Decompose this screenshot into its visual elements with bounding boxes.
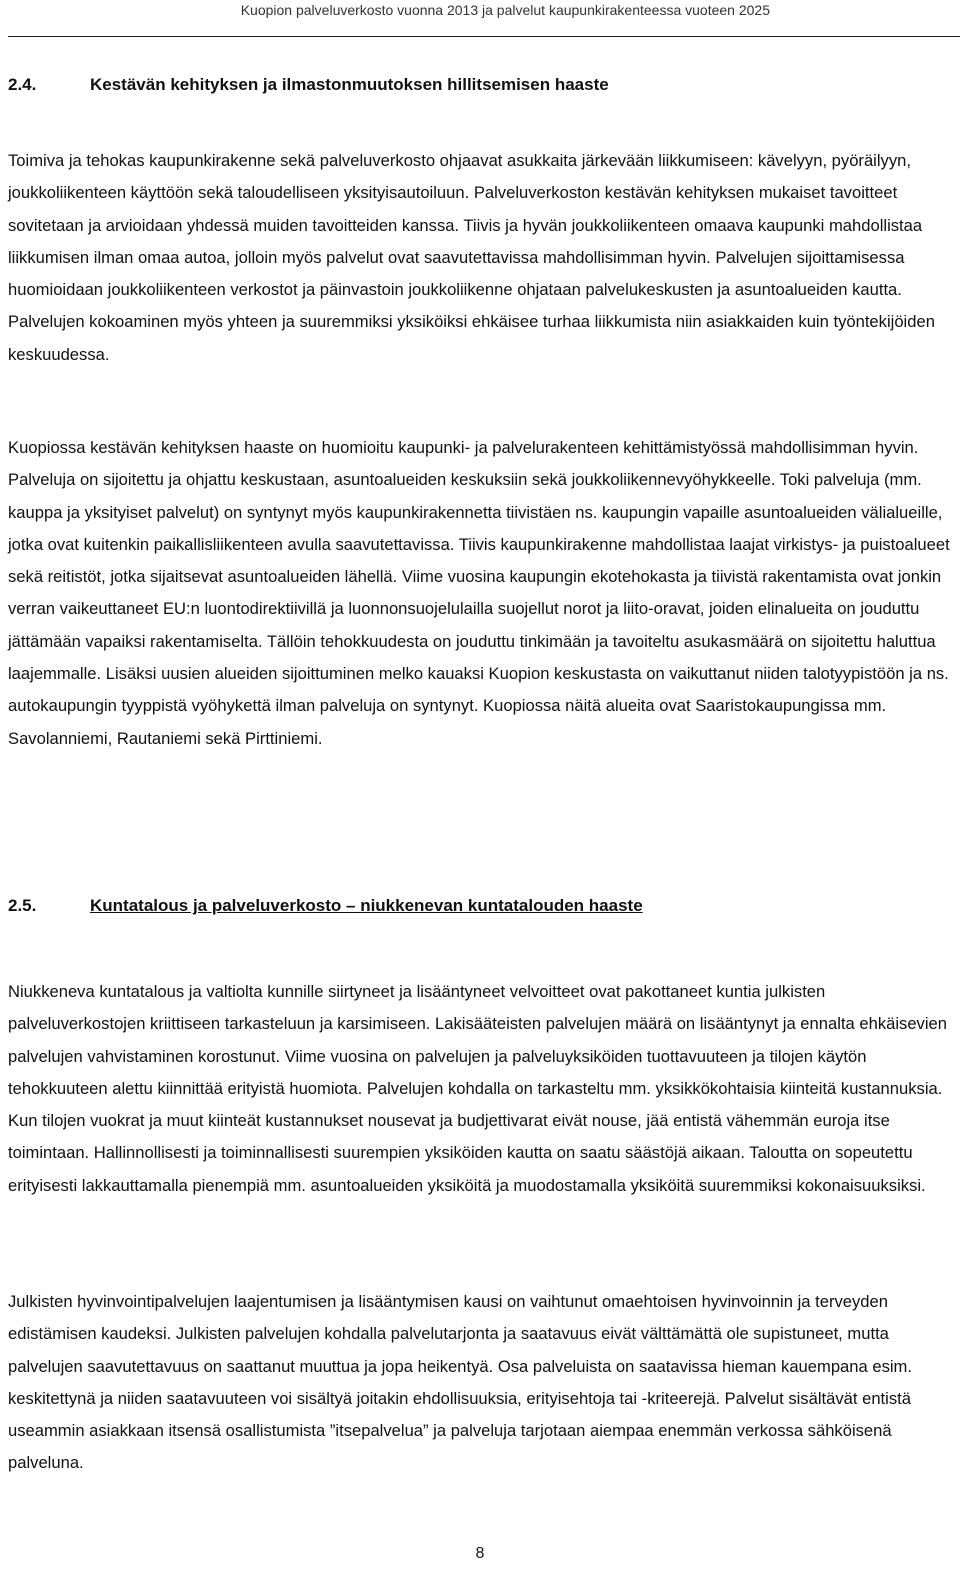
- section-number: 2.4.: [8, 75, 37, 94]
- paragraph: Toimiva ja tehokas kaupunkirakenne sekä palveluverkosto ohjaavat asukkaita järkevään liikkumiseen: kävelyyn, pyöräilyyn, joukkoliikenteen käyttöön sekä taloudelliseen yksityisautoiluun. Palveluverkoston kestävän kehityksen mukaiset tavoitteet sovitetaan ja arvioidaan yhdessä muiden tavoitteiden kanssa. Tiivis ja hyvän joukkoliikenteen omaava kaupunki mahdollistaa liikkumisen ilman omaa autoa, jolloin myös palvelut ovat saavutettavissa mahdollisimman hyvin. Palvelujen sijoittamisessa huomioidaan joukkoliikenteen verkostot ja päinvastoin joukkoliikenne ohjataan palvelukeskusten ja asuntoalueiden kautta. Palvelujen kokoaminen myös yhteen ja suuremmiksi yksiköiksi ehkäisee turhaa liikkumista niin asiakkaiden kuin työntekijöiden keskuudessa.: [8, 151, 935, 364]
- section-title: Kestävän kehityksen ja ilmastonmuutoksen hillitsemisen haaste: [90, 75, 609, 94]
- page-number: 8: [475, 1545, 485, 1562]
- section-heading-2-4: [8, 75, 609, 95]
- section-number: 2.5.: [8, 896, 37, 915]
- section-heading-2-5: [8, 896, 643, 916]
- paragraph: Niukkeneva kuntatalous ja valtiolta kunnille siirtyneet ja lisääntyneet velvoitteet ovat pakottaneet kuntia julkisten palveluverkostojen kriittiseen tarkasteluun ja karsimiseen. Lakisääteisten palvelujen määrä on lisääntynyt ja ennalta ehkäisevien palvelujen vahvistaminen korostunut. Viime vuosina on palvelujen ja palveluyksiköiden tuottavuuteen ja tilojen käytön tehokkuuteen alettu kiinnittää erityistä huomiota. Palvelujen kohdalla on tarkasteltu mm. yksikkökohtaisia kiinteitä kustannuksia. Kun tilojen vuokrat ja muut kiinteät kustannukset nousevat ja budjettivarat eivät nouse, jää entistä vähemmän euroja itse toimintaan. Hallinnollisesti ja toiminnallisesti suurempien yksiköiden kautta on saatu säästöjä aikaan. Taloutta on sopeutettu erityisesti lakkauttamalla pienempiä mm. asuntoalueiden yksiköitä ja muodostamalla yksiköitä suuremmiksi kokonaisuuksiksi.: [8, 982, 947, 1195]
- header-rule: [8, 36, 960, 37]
- paragraph: Julkisten hyvinvointipalvelujen laajentumisen ja lisääntymisen kausi on vaihtunut omaehtoisen hyvinvoinnin ja terveyden edistämisen kaudeksi. Julkisten palvelujen kohdalla palvelutarjonta ja saatavuus eivät välttämättä ole supistuneet, mutta palvelujen saavutettavuus on saattanut muuttua ja jopa heikentyä. Osa palveluista on saatavissa hieman kauempana esim. keskitettynä ja niiden saatavuuteen voi sisältyä joitakin ehdollisuuksia, erityisehtoja tai -kriteerejä. Palvelut sisältävät entistä useammin asiakkaan itsensä osallistumista ”itsepalvelua” ja palveluja tarjotaan aiempaa enemmän verkossa sähköisenä palveluna.: [8, 1292, 912, 1473]
- document-title: Kuopion palveluverkosto vuonna 2013 ja palvelut kaupunkirakenteessa vuoteen 2025: [240, 2, 770, 18]
- paragraph: Kuopiossa kestävän kehityksen haaste on huomioitu kaupunki- ja palvelurakenteen kehittämistyössä mahdollisimman hyvin. Palveluja on sijoitettu ja ohjattu keskustaan, asuntoalueiden keskuksiin sekä joukkoliikennevyöhykkeelle. Toki palveluja (mm. kauppa ja yksityiset palvelut) on syntynyt myös kaupunkirakennetta tiivistäen ns. kaupungin vapaille asuntoalueiden välialueille, jotka ovat kuitenkin paikallisliikenteen avulla saavutettavissa. Tiivis kaupunkirakenne mahdollistaa laajat virkistys- ja puistoalueet sekä reitistöt, jotka sijaitsevat asuntoalueiden lähellä. Viime vuosina kaupungin ekotehokasta ja tiivistä rakentamista ovat jonkin verran vaikeuttaneet EU:n luontodirektiivillä ja luonnonsuojelulailla suojellut norot ja liito-oravat, joiden elinalueita on jouduttu jättämään vapaiksi rakentamiselta. Tällöin tehokkuudesta on jouduttu tinkimään ja tavoiteltu asukasmäärä on sijoitettu haluttua laajemmalle. Lisäksi uusien alueiden sijoittuminen melko kauaksi Kuopion keskustasta on vaikuttanut niiden talotyypistöön ja ns. autokaupungin tyyppistä vyöhykettä ilman palveluja on syntynyt. Kuopiossa näitä alueita ovat Saaristokaupungissa mm. Savolanniemi, Rautaniemi sekä Pirttiniemi.: [8, 438, 950, 748]
- running-header: [0, 0, 960, 20]
- section-title: Kuntatalous ja palveluverkosto – niukkenevan kuntatalouden haaste: [90, 896, 643, 915]
